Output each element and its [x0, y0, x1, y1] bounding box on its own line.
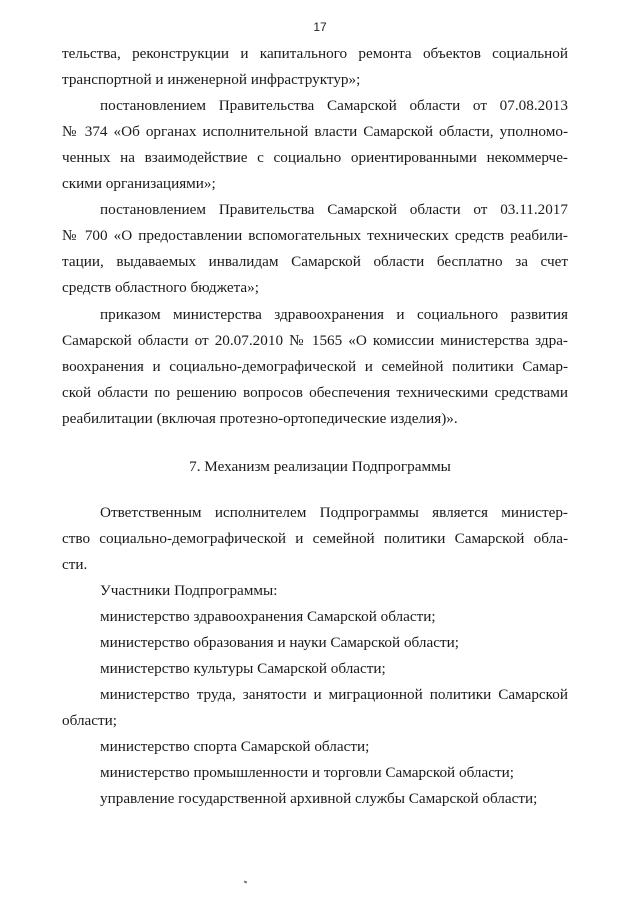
- text-line: приказом министерства здравоохранения и социального развития: [100, 306, 568, 323]
- text-line: средств областного бюджета»;: [62, 279, 259, 296]
- text-line: воохранения и социально-демографической и семейной политики Самар-: [62, 358, 568, 375]
- text-line: ченных на взаимодействие с социально ориентированными некоммерче-: [62, 149, 568, 166]
- text-line: ской области по решению вопросов обеспечения техническими средствами: [62, 384, 568, 401]
- text-line: скими организациями»;: [62, 175, 216, 192]
- section-heading: 7. Механизм реализации Подпрограммы: [189, 458, 451, 475]
- text-line: постановлением Правительства Самарской области от 07.08.2013: [100, 97, 568, 114]
- text-line: № 700 «О предоставлении вспомогательных технических средств реабили-: [62, 227, 568, 244]
- text-line: ство социально-демографической и семейной политики Самарской обла-: [62, 530, 568, 547]
- list-item: министерство образования и науки Самарской области;: [100, 634, 459, 651]
- text-line: Участники Подпрограммы:: [100, 582, 278, 599]
- text-line: № 374 «Об органах исполнительной власти Самарской области, уполномо-: [62, 123, 568, 140]
- text-line: реабилитации (включая протезно-ортопедические изделия)».: [62, 410, 458, 427]
- text-line: тации, выдаваемых инвалидам Самарской области бесплатно за счет: [62, 253, 568, 270]
- text-line: тельства, реконструкции и капитального ремонта объектов социальной: [62, 45, 568, 62]
- scan-speck: [244, 881, 248, 884]
- text-line: Ответственным исполнителем Подпрограммы является министер-: [100, 504, 568, 521]
- list-item: министерство спорта Самарской области;: [100, 738, 370, 755]
- text-line: сти.: [62, 556, 88, 573]
- page-number: 17: [313, 20, 327, 34]
- text-line: постановлением Правительства Самарской области от 03.11.2017: [100, 201, 568, 218]
- list-item: управление государственной архивной службы Самарской области;: [100, 790, 538, 807]
- list-item: министерство культуры Самарской области;: [100, 660, 386, 677]
- list-item: министерство труда, занятости и миграционной политики Самарской: [100, 686, 568, 703]
- list-item: министерство промышленности и торговли Самарской области;: [100, 764, 514, 781]
- text-line: транспортной и инженерной инфраструктур»;: [62, 71, 361, 88]
- list-item: министерство здравоохранения Самарской области;: [100, 608, 436, 625]
- text-line: Самарской области от 20.07.2010 № 1565 «О комиссии министерства здра-: [62, 332, 568, 349]
- list-item: области;: [62, 712, 117, 729]
